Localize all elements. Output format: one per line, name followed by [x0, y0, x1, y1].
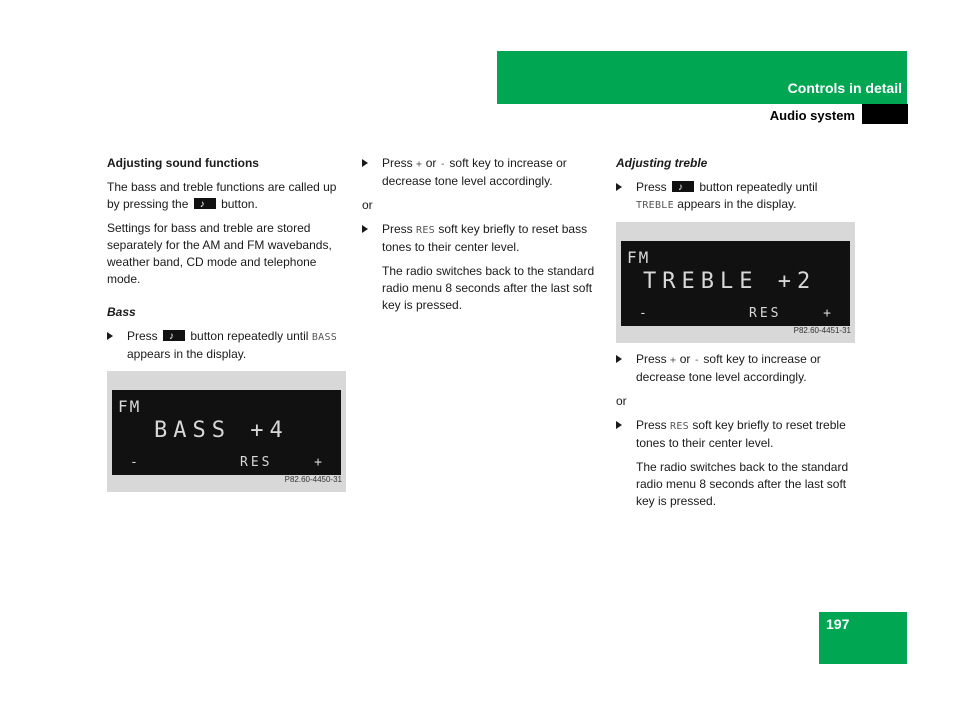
- treble-adjust-step: [616, 351, 858, 386]
- lcd-soft-plus: +: [823, 306, 834, 321]
- paragraph-intro: [107, 179, 347, 213]
- minus-key-code: -: [439, 159, 447, 170]
- bass-display-code: BASS: [311, 332, 338, 343]
- column-3: [616, 155, 858, 517]
- music-note-icon: [672, 181, 694, 192]
- step-text: Press: [382, 222, 413, 236]
- step-text: or: [425, 156, 437, 170]
- triangle-bullet-icon: [107, 332, 113, 340]
- step-text: soft key to increase or decrease tone level accordingly.: [636, 352, 821, 384]
- menu-return-note: The radio switches back to the standard radio menu 8 seconds after the last soft key is pressed.: [382, 264, 595, 312]
- lcd-main-text: BASS +4: [154, 418, 289, 443]
- bass-step: [107, 328, 347, 363]
- bass-step-text-a: Press: [127, 329, 158, 343]
- triangle-bullet-icon: [616, 183, 622, 191]
- triangle-bullet-icon: [362, 159, 368, 167]
- heading-bass: Bass: [107, 305, 136, 319]
- bass-step-text-b: button repeatedly until: [190, 329, 309, 343]
- paragraph-storage: Settings for bass and treble are stored separately for the AM and FM wavebands, weather band, CD mode and telephone mode.: [107, 221, 332, 286]
- step-text: Press: [382, 156, 413, 170]
- bass-lcd-screen: [112, 390, 341, 475]
- column-2: [362, 155, 602, 321]
- heading-adjusting-sound: Adjusting sound functions: [107, 156, 259, 170]
- treble-lcd-screen: [621, 241, 850, 326]
- step-text: Press: [636, 352, 667, 366]
- or-separator: or: [362, 198, 373, 212]
- lcd-band: FM: [627, 248, 651, 267]
- section-title: Controls in detail: [787, 80, 902, 96]
- res-key-code: RES: [416, 225, 435, 236]
- lcd-main-text: TREBLE +2: [643, 269, 817, 294]
- section-tab-marker: [862, 104, 908, 124]
- step-text: appears in the display.: [677, 197, 797, 211]
- lcd-band: FM: [118, 397, 142, 416]
- lcd-soft-res: RES: [749, 306, 782, 321]
- bass-step-text-c: appears in the display.: [127, 347, 247, 361]
- step-text: soft key briefly to reset treble tones to their center level.: [636, 418, 846, 450]
- step-text: Press: [636, 418, 667, 432]
- heading-adjusting-treble: Adjusting treble: [616, 156, 708, 170]
- treble-step: [616, 179, 858, 214]
- step-text: soft key briefly to reset bass tones to their center level.: [382, 222, 588, 254]
- step-text: soft key to increase or decrease tone level accordingly.: [382, 156, 567, 188]
- lcd-soft-plus: +: [314, 455, 325, 470]
- subsection-title: Audio system: [769, 108, 855, 123]
- header-bar: [497, 51, 907, 104]
- bass-reset-step: [362, 221, 602, 256]
- treble-reset-step: [616, 417, 858, 452]
- minus-key-code: -: [693, 355, 701, 366]
- or-separator: or: [616, 394, 627, 408]
- intro-text-b: button.: [221, 197, 258, 211]
- lcd-soft-minus: -: [130, 455, 141, 470]
- step-text: button repeatedly until: [699, 180, 818, 194]
- lcd-soft-minus: -: [639, 306, 650, 321]
- triangle-bullet-icon: [362, 225, 368, 233]
- step-text: or: [679, 352, 691, 366]
- res-key-code: RES: [670, 421, 689, 432]
- treble-display-figure: [616, 222, 855, 343]
- page-number: 197: [826, 616, 850, 632]
- menu-return-note: The radio switches back to the standard radio menu 8 seconds after the last soft key is pressed.: [636, 460, 849, 508]
- music-note-icon: [163, 330, 185, 341]
- bass-adjust-step: [362, 155, 602, 190]
- triangle-bullet-icon: [616, 355, 622, 363]
- treble-display-code: TREBLE: [636, 200, 674, 211]
- intro-text-a: The bass and treble functions are called up by pressing the: [107, 180, 337, 211]
- plus-key-code: +: [416, 159, 423, 170]
- music-note-icon: [194, 198, 216, 209]
- step-text: Press: [636, 180, 667, 194]
- bass-display-figure: [107, 371, 346, 492]
- figure-code: P82.60-4450-31: [284, 475, 342, 484]
- plus-key-code: +: [670, 355, 677, 366]
- figure-code: P82.60-4451-31: [793, 326, 851, 335]
- column-1: [107, 155, 347, 500]
- triangle-bullet-icon: [616, 421, 622, 429]
- lcd-soft-res: RES: [240, 455, 273, 470]
